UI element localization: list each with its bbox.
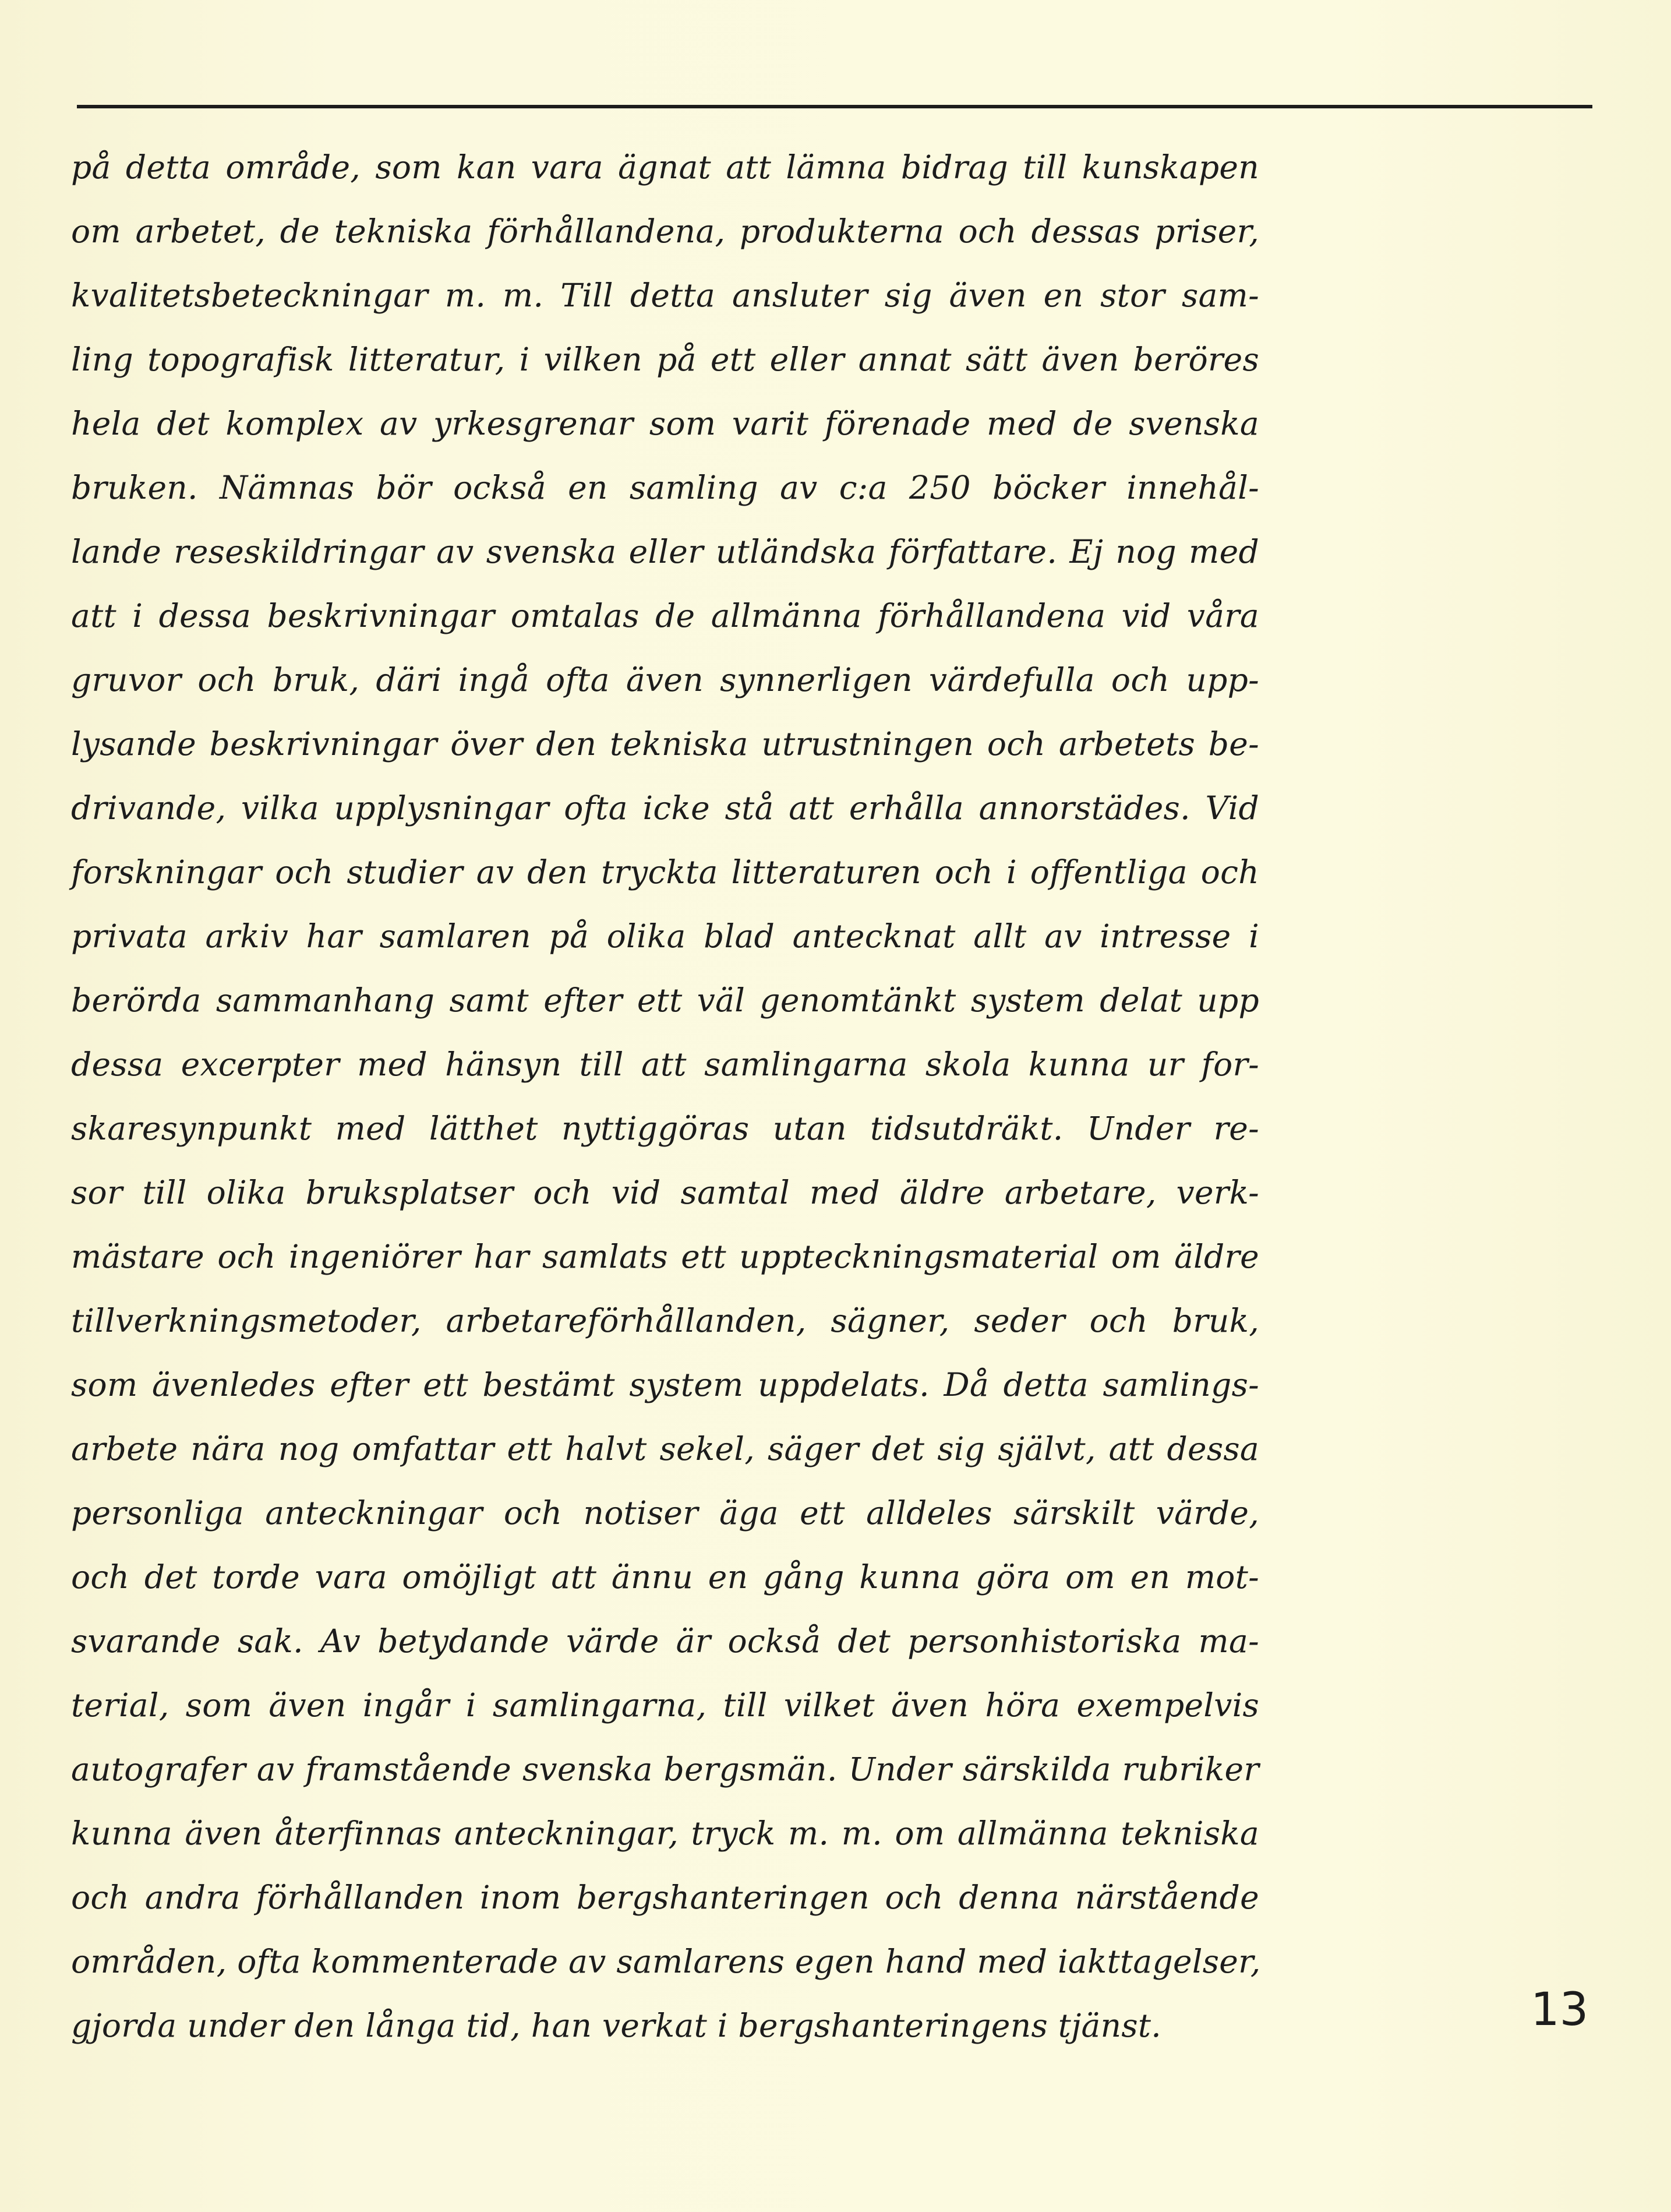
text-line: lysande beskrivningar över den tekniska utrustningen och arbetets be-	[71, 725, 1259, 763]
text-line: hela det komplex av yrkesgrenar som varit förenade med de svenska	[71, 405, 1259, 442]
text-line: kunna även återfinnas anteckningar, tryck m. m. om allmänna tekniska	[71, 1815, 1259, 1852]
text-line: ling topografisk litteratur, i vilken på ett eller annat sätt även beröres	[71, 341, 1259, 378]
text-line: privata arkiv har samlaren på olika blad antecknat allt av intresse i	[71, 918, 1259, 955]
text-line: sor till olika bruksplatser och vid samtal med äldre arbetare, verk-	[71, 1174, 1259, 1211]
text-line: arbete nära nog omfattar ett halvt sekel, säger det sig självt, att dessa	[71, 1430, 1259, 1467]
body-paragraph	[71, 135, 1259, 2058]
text-line: drivande, vilka upplysningar ofta icke stå att erhålla annorstädes. Vid	[71, 789, 1259, 827]
text-line: forskningar och studier av den tryckta litteraturen och i offentliga och	[71, 853, 1259, 891]
text-line: terial, som även ingår i samlingarna, till vilket även höra exempelvis	[71, 1687, 1259, 1724]
text-line: autografer av framstående svenska bergsmän. Under särskilda rubriker	[71, 1751, 1259, 1788]
text-line: på detta område, som kan vara ägnat att lämna bidrag till kunskapen	[71, 149, 1259, 186]
text-line: områden, ofta kommenterade av samlarens egen hand med iakttagelser,	[71, 1943, 1261, 1980]
text-line: och det torde vara omöjligt att ännu en gång kunna göra om en mot-	[71, 1558, 1259, 1596]
text-line: kvalitetsbeteckningar m. m. Till detta ansluter sig även en stor sam-	[71, 277, 1259, 314]
text-line: som ävenledes efter ett bestämt system uppdelats. Då detta samlings-	[71, 1366, 1259, 1403]
text-line: om arbetet, de tekniska förhållandena, produkterna och dessas priser,	[71, 213, 1259, 250]
top-rule	[77, 105, 1592, 108]
text-line: gjorda under den långa tid, han verkat i bergshanteringens tjänst.	[71, 2007, 1162, 2044]
text-line: och andra förhållanden inom bergshanteringen och denna närstående	[71, 1879, 1259, 1916]
text-line: mästare och ingeniörer har samlats ett uppteckningsmaterial om äldre	[71, 1238, 1259, 1275]
text-line: lande reseskildringar av svenska eller utländska författare. Ej nog med	[71, 533, 1259, 570]
text-line: tillverkningsmetoder, arbetareförhållanden, sägner, seder och bruk,	[71, 1302, 1259, 1339]
text-line: dessa excerpter med hänsyn till att samlingarna skola kunna ur for-	[71, 1046, 1259, 1083]
text-line: berörda sammanhang samt efter ett väl genomtänkt system delat upp	[71, 982, 1259, 1019]
text-line: att i dessa beskrivningar omtalas de allmänna förhållandena vid våra	[71, 597, 1259, 634]
page-number: 13	[1531, 1984, 1589, 2036]
text-line: skaresynpunkt med lätthet nyttiggöras utan tidsutdräkt. Under re-	[71, 1110, 1259, 1147]
text-line: personliga anteckningar och notiser äga ett alldeles särskilt värde,	[71, 1494, 1259, 1532]
text-line: bruken. Nämnas bör också en samling av c:a 250 böcker innehål-	[71, 469, 1259, 506]
text-line: gruvor och bruk, däri ingå ofta även synnerligen värdefulla och upp-	[71, 661, 1259, 698]
text-line: svarande sak. Av betydande värde är också det personhistoriska ma-	[71, 1622, 1259, 1660]
